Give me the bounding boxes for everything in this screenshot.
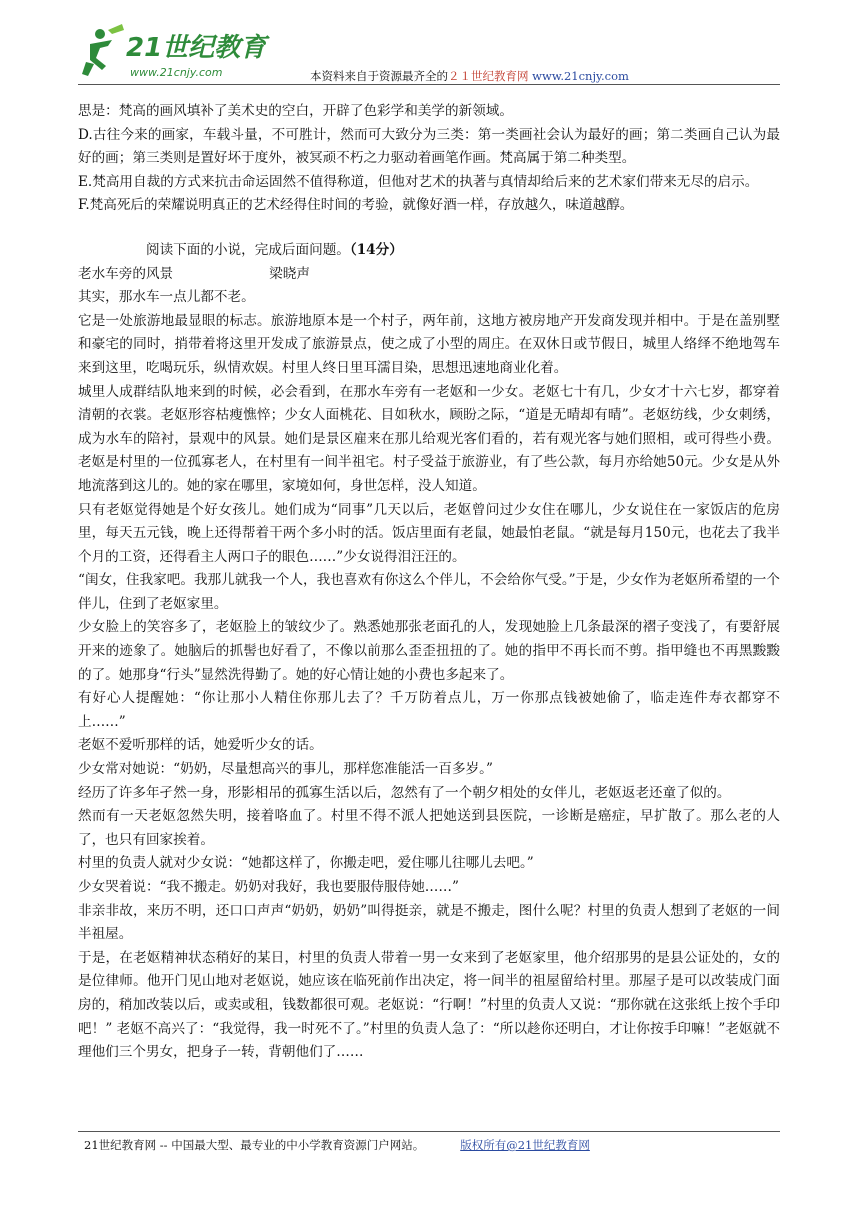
option-text: 思是：梵高的画风填补了美术史的空白，开辟了色彩学和美学的新领域。 — [78, 103, 513, 119]
story-title: 老水车旁的风景 — [78, 265, 174, 282]
story-paragraph: 少女常对她说：“奶奶，尽量想高兴的事儿，那样您准能活一百多岁。” — [78, 761, 493, 778]
instruction-text: 阅读下面的小说，完成后面问题。 — [146, 241, 350, 258]
story-paragraph: 城里人成群结队地来到的时候，必会看到，在那水车旁有一老妪和一少女。老妪七十有几，少女才十六七岁，都穿着清朝的衣裳。老妪形容枯瘦憔悴；少女人面桃花、目如秋水，顾盼之际，“道是无晴却有晴”。老妪纺线，少女刺绣，成为水车的陪衬，景观中的风景。她们是景区雇来在那儿给观光客们看的，若有观光客与她们照相，或可得些小费。老妪是村里的一位孤寡老人，在村里有一间半祖宅。村子受益于旅游业，有了些公款，每月亦给她50元。少女是从外地流落到这儿的。她的家在哪里，家境如何，身世怎样，没人知道。 — [78, 383, 780, 494]
page-footer — [84, 1137, 590, 1153]
score-text: （14分） — [349, 241, 403, 258]
copyright-link[interactable]: 版权所有@21世纪教育网 — [460, 1138, 590, 1152]
option-d: D.古往今来的画家，车载斗量，不可胜计，然而可大致分为三类：第一类画社会认为最好的画；第二类画自己认为最好的画；第三类则是置好坏于度外，被冥顽不朽之力驱动着画笔作画。梵高属于第二种类型。 — [78, 126, 780, 167]
story-paragraph: 非亲非故，来历不明，还口口声声“奶奶，奶奶”叫得挺亲，就是不搬走，图什么呢？村里的负责人想到了老妪的一间半祖屋。 — [78, 902, 780, 943]
story-paragraph: 经历了许多年孑然一身，形影相吊的孤寡生活以后，忽然有了一个朝夕相处的女伴儿，老妪返老还童了似的。 — [78, 784, 731, 801]
header-note-prefix: 本资料来自于资源最齐全的 — [310, 69, 448, 83]
story-paragraph: 老妪不爱听那样的话，她爱听少女的话。 — [78, 737, 323, 754]
site-logo — [78, 22, 288, 84]
logo-url: www.21cnjy.com — [130, 66, 223, 79]
reading-instruction — [78, 239, 780, 263]
story-author: 梁晓声 — [269, 265, 310, 282]
story-paragraph: 有好心人提醒她：“你让那小人精住你那儿去了？千万防着点儿，万一你那点钱被她偷了，临走连件寿衣都穿不上……” — [78, 690, 780, 730]
story-title-line — [78, 263, 780, 287]
story-paragraph: 少女哭着说：“我不搬走。奶奶对我好，我也要服侍服侍她……” — [78, 879, 459, 895]
story-paragraph: 少女脸上的笑容多了，老妪脸上的皱纹少了。熟悉她那张老面孔的人，发现她脸上几条最深的褶子变浅了，有要舒展开来的迹象了。她脑后的抓髻也好看了，不像以前那么歪歪扭扭的了。她的指甲不再长而不剪。指甲缝也不再黑黢黢的了。她那身“行头”显然洗得勤了。她的好心情让她的小费也多起来了。 — [78, 619, 780, 683]
header-divider — [78, 84, 780, 85]
header-note — [310, 68, 629, 84]
story-paragraph: 其实，那水车一点儿都不老。 — [78, 289, 255, 306]
story-paragraph: 它是一处旅游地最显眼的标志。旅游地原本是一个村子，两年前，这地方被房地产开发商发现并相中。于是在盖别墅和豪宅的同时，捎带着将这里开发成了旅游景点，使之成了小型的周庄。在双休日或节假日，城里人络绎不绝地驾车来到这里，吃喝玩乐，纵情欢娱。村里人终日里耳濡目染，思想迅速地商业化着。 — [78, 312, 780, 376]
logo-text: 21世纪教育 — [126, 33, 267, 63]
story-paragraph: 只有老妪觉得她是个好女孩儿。她们成为“同事”几天以后，老妪曾问过少女住在哪儿，少女说住在一家饭店的危房里，每天五元钱，晚上还得帮着干两个多小时的活。饭店里面有老鼠，她最怕老鼠。“就是每月150元，也花去了我半个月的工资，还得看主人两口子的眼色……”少女说得泪汪汪的。 — [78, 501, 780, 565]
footer-text: 21世纪教育网 -- 中国最大型、最专业的中小学教育资源门户网站。 — [84, 1138, 425, 1152]
story-paragraph: “闺女，住我家吧。我那儿就我一个人，我也喜欢有你这么个伴儿，不会给你气受。”于是，少女作为老妪所希望的一个伴儿，住到了老妪家里。 — [78, 572, 780, 612]
story-paragraph: 于是，在老妪精神状态稍好的某日，村里的负责人带着一男一女来到了老妪家里，他介绍那男的是县公证处的，女的是位律师。他开门见山地对老妪说，她应该在临死前作出决定，将一间半的祖屋留给村里。那屋子是可以改装成门面房的，稍加改装以后，或卖或租，钱数都很可观。老妪说：“行啊！”村里的负责人又说：“那你就在这张纸上按个手印吧！” 老妪不高兴了：“我觉得，我一时死不了。”村里的负责人急了：“所以趁你还明白，才让你按手印嘛！”老妪就不理他们三个男女，把身子一转，背朝他们了…… — [78, 949, 780, 1061]
option-e: E.梵高用自裁的方式来抗击命运固然不值得称道，但他对艺术的执著与真情却给后来的艺术家们带来无尽的启示。 — [78, 173, 759, 190]
story-paragraph: 村里的负责人就对少女说：“她都这样了，你搬走吧，爱住哪儿往哪儿去吧。” — [78, 855, 534, 872]
header-note-url[interactable]: www.21cnjy.com — [532, 69, 629, 83]
story-paragraph: 然而有一天老妪忽然失明，接着咯血了。村里不得不派人把她送到县医院，一诊断是癌症，早扩散了。那么老的人了，也只有回家挨着。 — [78, 808, 780, 848]
option-f: F.梵高死后的荣耀说明真正的艺术经得住时间的考验，就像好酒一样，存放越久，味道越醇。 — [78, 197, 634, 214]
footer-divider — [78, 1131, 780, 1132]
document-body — [78, 100, 780, 1065]
header-note-site[interactable]: ２１世纪教育网 — [448, 69, 529, 83]
